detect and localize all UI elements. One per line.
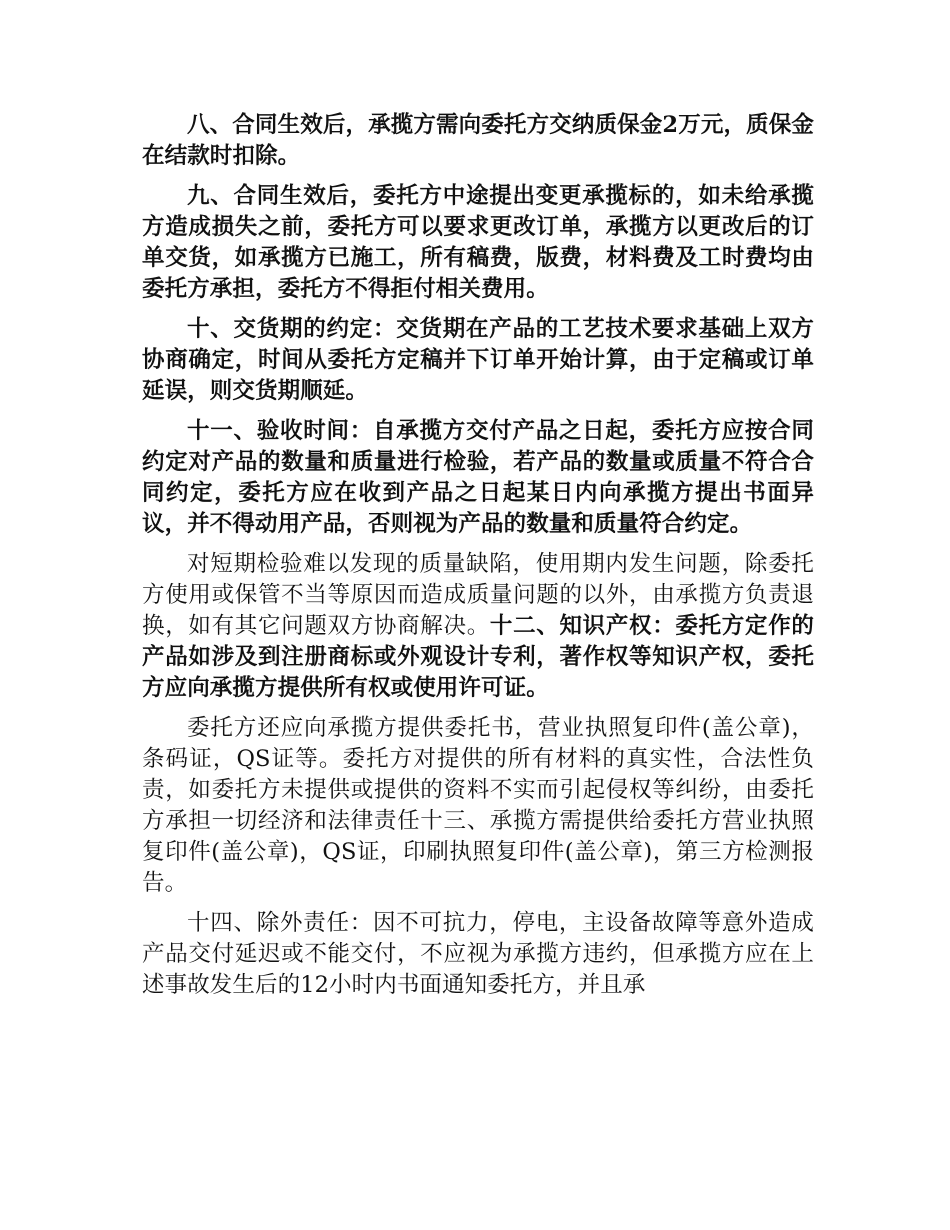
paragraph-ip-clause-text: 十二、知识产权：委托方定作的产品如涉及到注册商标或外观设计专利，著作权等知识产权，委托方应向承揽方提供所有权或使用许可证。 <box>142 613 814 701</box>
paragraph-clause-11: 十一、验收时间：自承揽方交付产品之日起，委托方应按合同约定对产品的数量和质量进行检验，若产品的数量或质量不符合合同约定，委托方应在收到产品之日起某日内向承揽方提出书面异议，并不得动用产品，否则视为产品的数量和质量符合约定。 <box>142 418 814 537</box>
document-body <box>142 110 814 1010</box>
paragraph-clause-8: 八、合同生效后，承揽方需向委托方交纳质保金2万元，质保金在结款时扣除。 <box>142 112 814 169</box>
paragraph-clause-11-defects <box>142 549 814 704</box>
paragraph-clause-14: 十四、除外责任：因不可抗力，停电，主设备故障等意外造成产品交付延迟或不能交付，不应视为承揽方违约，但承揽方应在上述事故发生后的12小时内书面通知委托方，并且承 <box>142 910 814 998</box>
paragraph-clause-9: 九、合同生效后，委托方中途提出变更承揽标的，如未给承揽方造成损失之前，委托方可以要求更改订单，承揽方以更改后的订单交货，如承揽方已施工，所有稿费，版费，材料费及工时费均由委托方承担，委托方不得拒付相关费用。 <box>142 183 814 302</box>
paragraph-defects-text: 对短期检验难以发现的质量缺陷，使用期内发生问题，除委托方使用或保管不当等原因而造成质量问题的以外，由承揽方负责退换，如有其它问题双方协商解决。 <box>142 551 814 639</box>
paragraph-clause-12-13: 委托方还应向承揽方提供委托书，营业执照复印件(盖公章)，条码证，QS证等。委托方对提供的所有材料的真实性，合法性负责，如委托方未提供或提供的资料不实而引起侵权等纠纷，由委托方承担一切经济和法律责任十三、承揽方需提供给委托方营业执照复印件(盖公章)，QS证，印刷执照复印件(盖公章)，第三方检测报告。 <box>142 715 814 896</box>
paragraph-clause-10: 十、交货期的约定：交货期在产品的工艺技术要求基础上双方协商确定，时间从委托方定稿并下订单开始计算，由于定稿或订单延误，则交货期顺延。 <box>142 316 814 404</box>
